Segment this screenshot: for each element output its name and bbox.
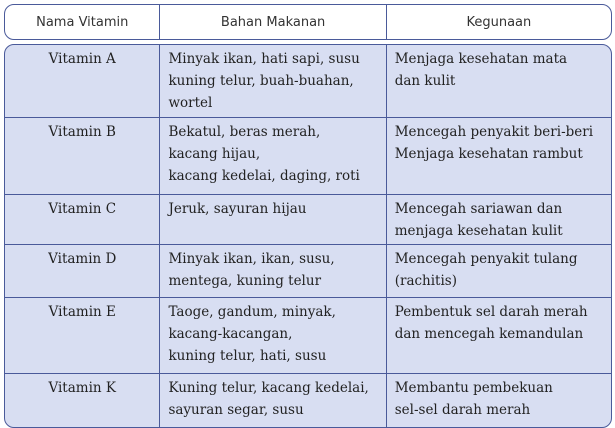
vitamin-uses — [386, 298, 611, 373]
food-sources — [159, 195, 385, 244]
use-line: (rachitis) — [394, 273, 457, 289]
use-line: Pembentuk sel darah merah — [394, 304, 588, 320]
vitamin-uses — [386, 245, 611, 297]
vitamin-table — [4, 4, 612, 428]
vitamin-name-text: Vitamin D — [48, 251, 117, 267]
use-line: menjaga kesehatan kulit — [394, 223, 563, 239]
food-line: mentega, kuning telur — [168, 273, 322, 289]
use-line: sel-sel darah merah — [394, 402, 531, 418]
use-line: Membantu pembekuan — [394, 380, 553, 396]
use-line: Menjaga kesehatan mata — [394, 51, 568, 67]
food-line: Kuning telur, kacang kedelai, — [168, 380, 369, 396]
vitamin-name-text: Vitamin K — [48, 380, 116, 396]
vitamin-uses — [386, 45, 611, 117]
table-row — [5, 117, 611, 194]
food-line: kacang kedelai, daging, roti — [168, 168, 360, 184]
food-line: Taoge, gandum, minyak, — [168, 304, 336, 320]
food-line: kuning telur, hati, susu — [168, 348, 327, 364]
vitamin-uses — [386, 374, 611, 427]
table-row — [5, 45, 611, 117]
header-nama-vitamin: Nama Vitamin — [36, 14, 129, 30]
table-header — [4, 4, 612, 40]
use-line: Mencegah penyakit tulang — [394, 251, 578, 267]
vitamin-uses — [386, 118, 611, 194]
food-sources — [159, 118, 385, 194]
vitamin-name — [5, 118, 159, 194]
food-sources — [159, 374, 385, 427]
vitamin-name — [5, 298, 159, 373]
food-sources — [159, 298, 385, 373]
food-line: Jeruk, sayuran hijau — [168, 201, 307, 217]
food-line: wortel — [168, 95, 213, 111]
use-line: dan kulit — [394, 73, 456, 89]
vitamin-name-text: Vitamin A — [48, 51, 116, 67]
header-kegunaan: Kegunaan — [386, 5, 611, 39]
use-line: Mencegah sariawan dan — [394, 201, 563, 217]
vitamin-name-text: Vitamin B — [48, 124, 116, 140]
vitamin-name — [5, 195, 159, 244]
vitamin-name — [5, 374, 159, 427]
vitamin-name-text: Vitamin E — [48, 304, 116, 320]
vitamin-name — [5, 245, 159, 297]
table-row — [5, 194, 611, 244]
food-line: Minyak ikan, hati sapi, susu — [168, 51, 360, 67]
food-line: kuning telur, buah-buahan, — [168, 73, 354, 89]
vitamin-name-text: Vitamin C — [48, 201, 117, 217]
use-line: Menjaga kesehatan rambut — [394, 146, 583, 162]
food-line: kacang-kacangan, — [168, 326, 293, 342]
vitamin-name — [5, 45, 159, 117]
header-bahan-makanan: Bahan Makanan — [159, 5, 385, 39]
use-line: dan mencegah kemandulan — [394, 326, 584, 342]
table-body — [4, 44, 612, 428]
food-sources — [159, 45, 385, 117]
food-sources — [159, 245, 385, 297]
table-row — [5, 373, 611, 427]
food-line: Minyak ikan, ikan, susu, — [168, 251, 335, 267]
table-row — [5, 244, 611, 297]
table-row — [5, 297, 611, 373]
food-line: Bekatul, beras merah, — [168, 124, 321, 140]
food-line: sayuran segar, susu — [168, 402, 304, 418]
food-line: kacang hijau, — [168, 146, 261, 162]
vitamin-uses — [386, 195, 611, 244]
use-line: Mencegah penyakit beri-beri — [394, 124, 594, 140]
